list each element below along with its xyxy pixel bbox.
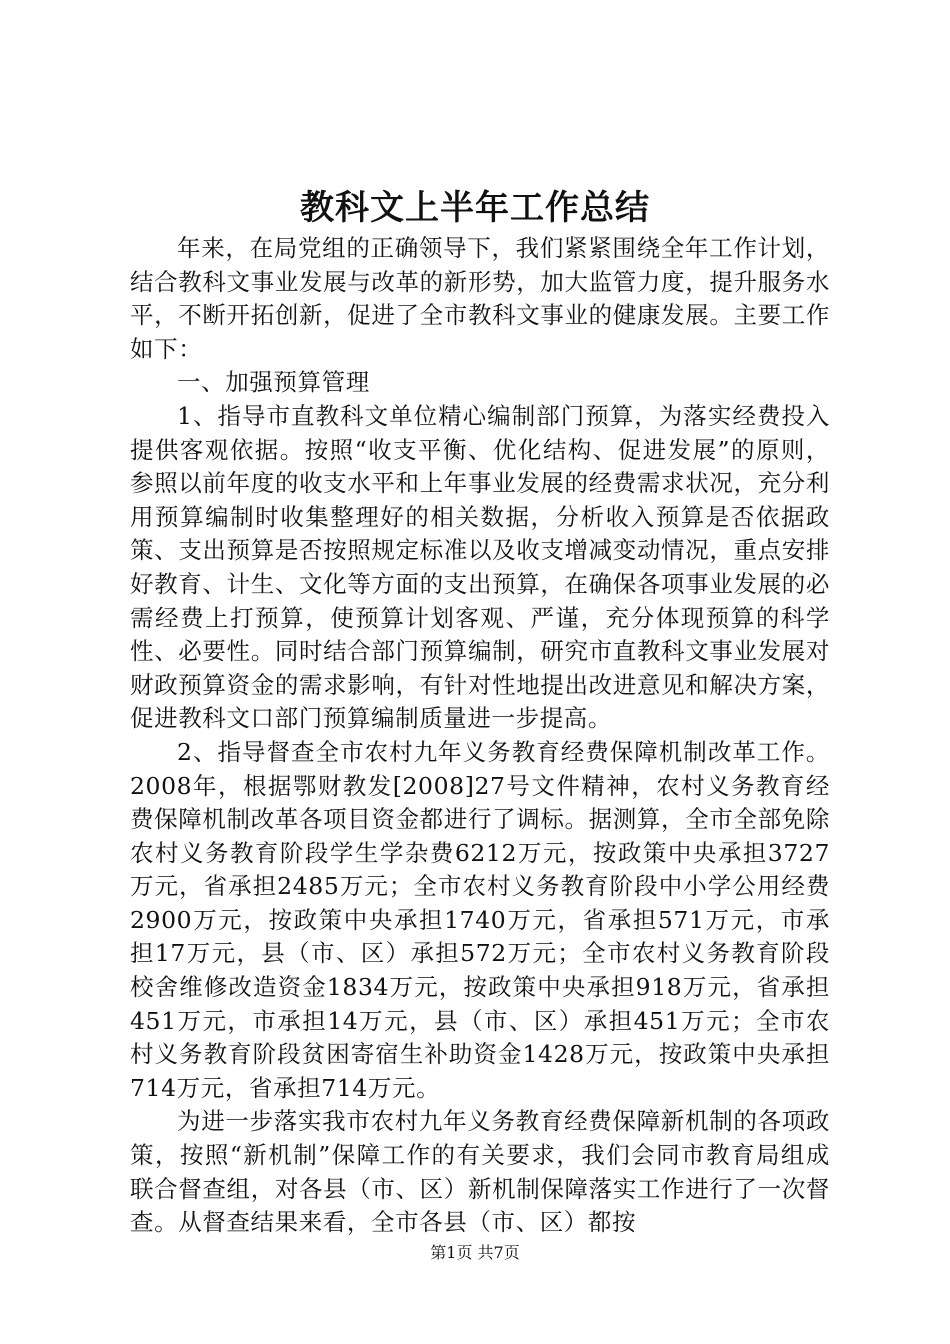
document-body	[130, 232, 830, 1240]
paragraph-item-2: 2、指导督查全市农村九年义务教育经费保障机制改革工作。2008年，根据鄂财教发[2008]27号文件精神，农村义务教育经费保障机制改革各项目资金都进行了调标。据测算，全市全部免除农村义务教育阶段学生学杂费6212万元，按政策中央承担3727万元，省承担2485万元；全市农村义务教育阶段中小学公用经费2900万元，按政策中央承担1740万元，省承担571万元，市承担17万元，县（市、区）承担572万元；全市农村义务教育阶段校舍维修改造资金1834万元，按政策中央承担918万元，省承担451万元，市承担14万元，县（市、区）承担451万元；全市农村义务教育阶段贫困寄宿生补助资金1428万元，按政策中央承担714万元，省承担714万元。	[130, 737, 830, 1102]
paragraph-intro: 年来，在局党组的正确领导下，我们紧紧围绕全年工作计划，结合教科文事业发展与改革的新形势，加大监管力度，提升服务水平，不断开拓创新，促进了全市教科文事业的健康发展。主要工作如下：	[130, 234, 830, 363]
section-heading-budget: 一、加强预算管理	[177, 368, 370, 397]
paragraph-item-1: 1、指导市直教科文单位精心编制部门预算，为落实经费投入提供客观依据。按照“收支平衡、优化结构、促进发展”的原则，参照以前年度的收支水平和上年事业发展的经费需求状况，充分利用预算编制时收集整理好的相关数据，分析收入预算是否依据政策、支出预算是否按照规定标准以及收支增减变动情况，重点安排好教育、计生、文化等方面的支出预算，在确保各项事业发展的必需经费上打预算，使预算计划客观、严谨，充分体现预算的科学性、必要性。同时结合部门预算编制，研究市直教科文事业发展对财政预算资金的需求影响，有针对性地提出改进意见和解决方案，促进教科文口部门预算编制质量进一步提高。	[130, 401, 830, 733]
page-footer: 第1页 共7页	[430, 1243, 520, 1262]
paragraph-supervision: 为进一步落实我市农村九年义务教育经费保障新机制的各项政策，按照“新机制”保障工作的有关要求，我们会同市教育局组成联合督查组，对各县（市、区）新机制保障落实工作进行了一次督查。从督查结果来看，全市各县（市、区）都按	[130, 1107, 830, 1237]
document-title: 教科文上半年工作总结	[300, 188, 650, 228]
